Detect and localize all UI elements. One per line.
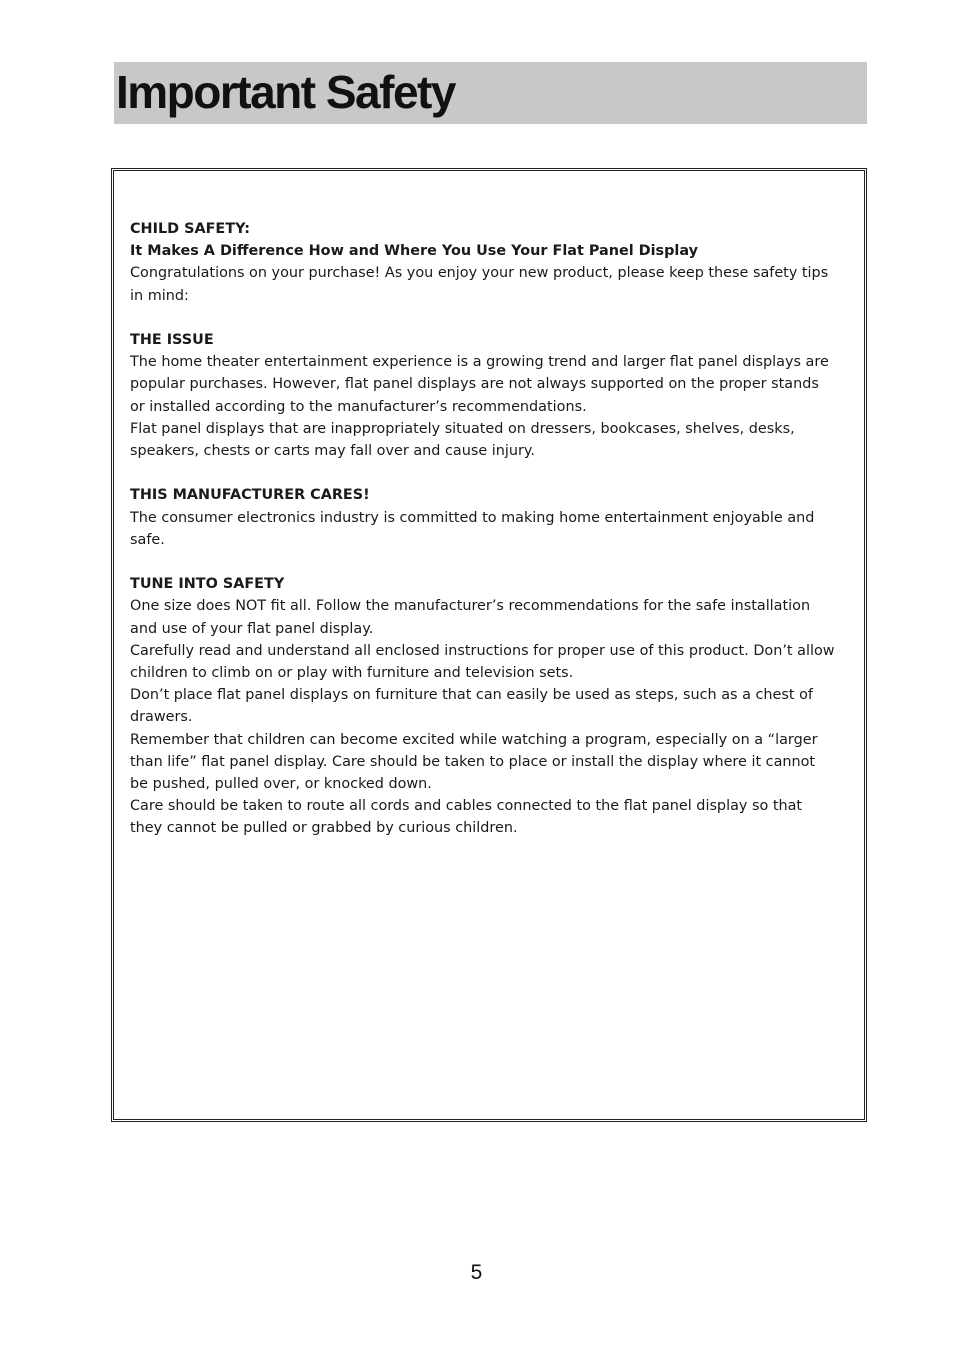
paragraph: The home theater entertainment experience is a growing trend and larger flat panel displays are popular purchases. However, flat panel displays are not always supported on the proper stands or installed according to the manufacturer’s recommendations. (130, 354, 829, 415)
safety-content (130, 218, 835, 862)
paragraph: One size does NOT fit all. Follow the manufacturer’s recommendations for the safe installation and use of your flat panel display. (130, 598, 811, 637)
section-heading-the-issue: THE ISSUE (130, 332, 214, 348)
section-manufacturer-cares (130, 484, 835, 551)
header-bar (114, 62, 867, 124)
page-title: Important Safety (116, 66, 455, 118)
paragraph: Care should be taken to route all cords and cables connected to the flat panel display so that they cannot be pulled or grabbed by curious children. (130, 798, 803, 837)
paragraph: The consumer electronics industry is committed to making home entertainment enjoyable and safe. (130, 509, 815, 548)
safety-content-box (111, 168, 867, 1122)
section-heading-child-safety: CHILD SAFETY: (130, 221, 250, 237)
paragraph: Don’t place flat panel displays on furniture that can easily be used as steps, such as a chest of drawers. (130, 687, 813, 726)
section-heading-manufacturer-cares: THIS MANUFACTURER CARES! (130, 487, 370, 504)
section-child-safety (130, 218, 835, 307)
section-subheading-child-safety: It Makes A Difference How and Where You Use Your Flat Panel Display (130, 243, 698, 260)
section-tune-into-safety (130, 573, 835, 839)
section-the-issue (130, 329, 835, 462)
page-number: 5 (470, 1261, 483, 1284)
paragraph: Flat panel displays that are inappropriately situated on dressers, bookcases, shelves, desks, speakers, chests or carts may fall over and cause injury. (130, 420, 795, 460)
paragraph: Congratulations on your purchase! As you enjoy your new product, please keep these safety tips in mind: (130, 265, 829, 304)
section-heading-tune-into-safety: TUNE INTO SAFETY (130, 576, 285, 593)
paragraph: Carefully read and understand all enclosed instructions for proper use of this product. Don’t allow children to climb on or play with furniture and television sets. (130, 642, 835, 682)
paragraph: Remember that children can become excited while watching a program, especially on a “larger than life” flat panel display. Care should be taken to place or install the display where it cannot be pushed, pulled over, or knocked down. (130, 731, 818, 793)
